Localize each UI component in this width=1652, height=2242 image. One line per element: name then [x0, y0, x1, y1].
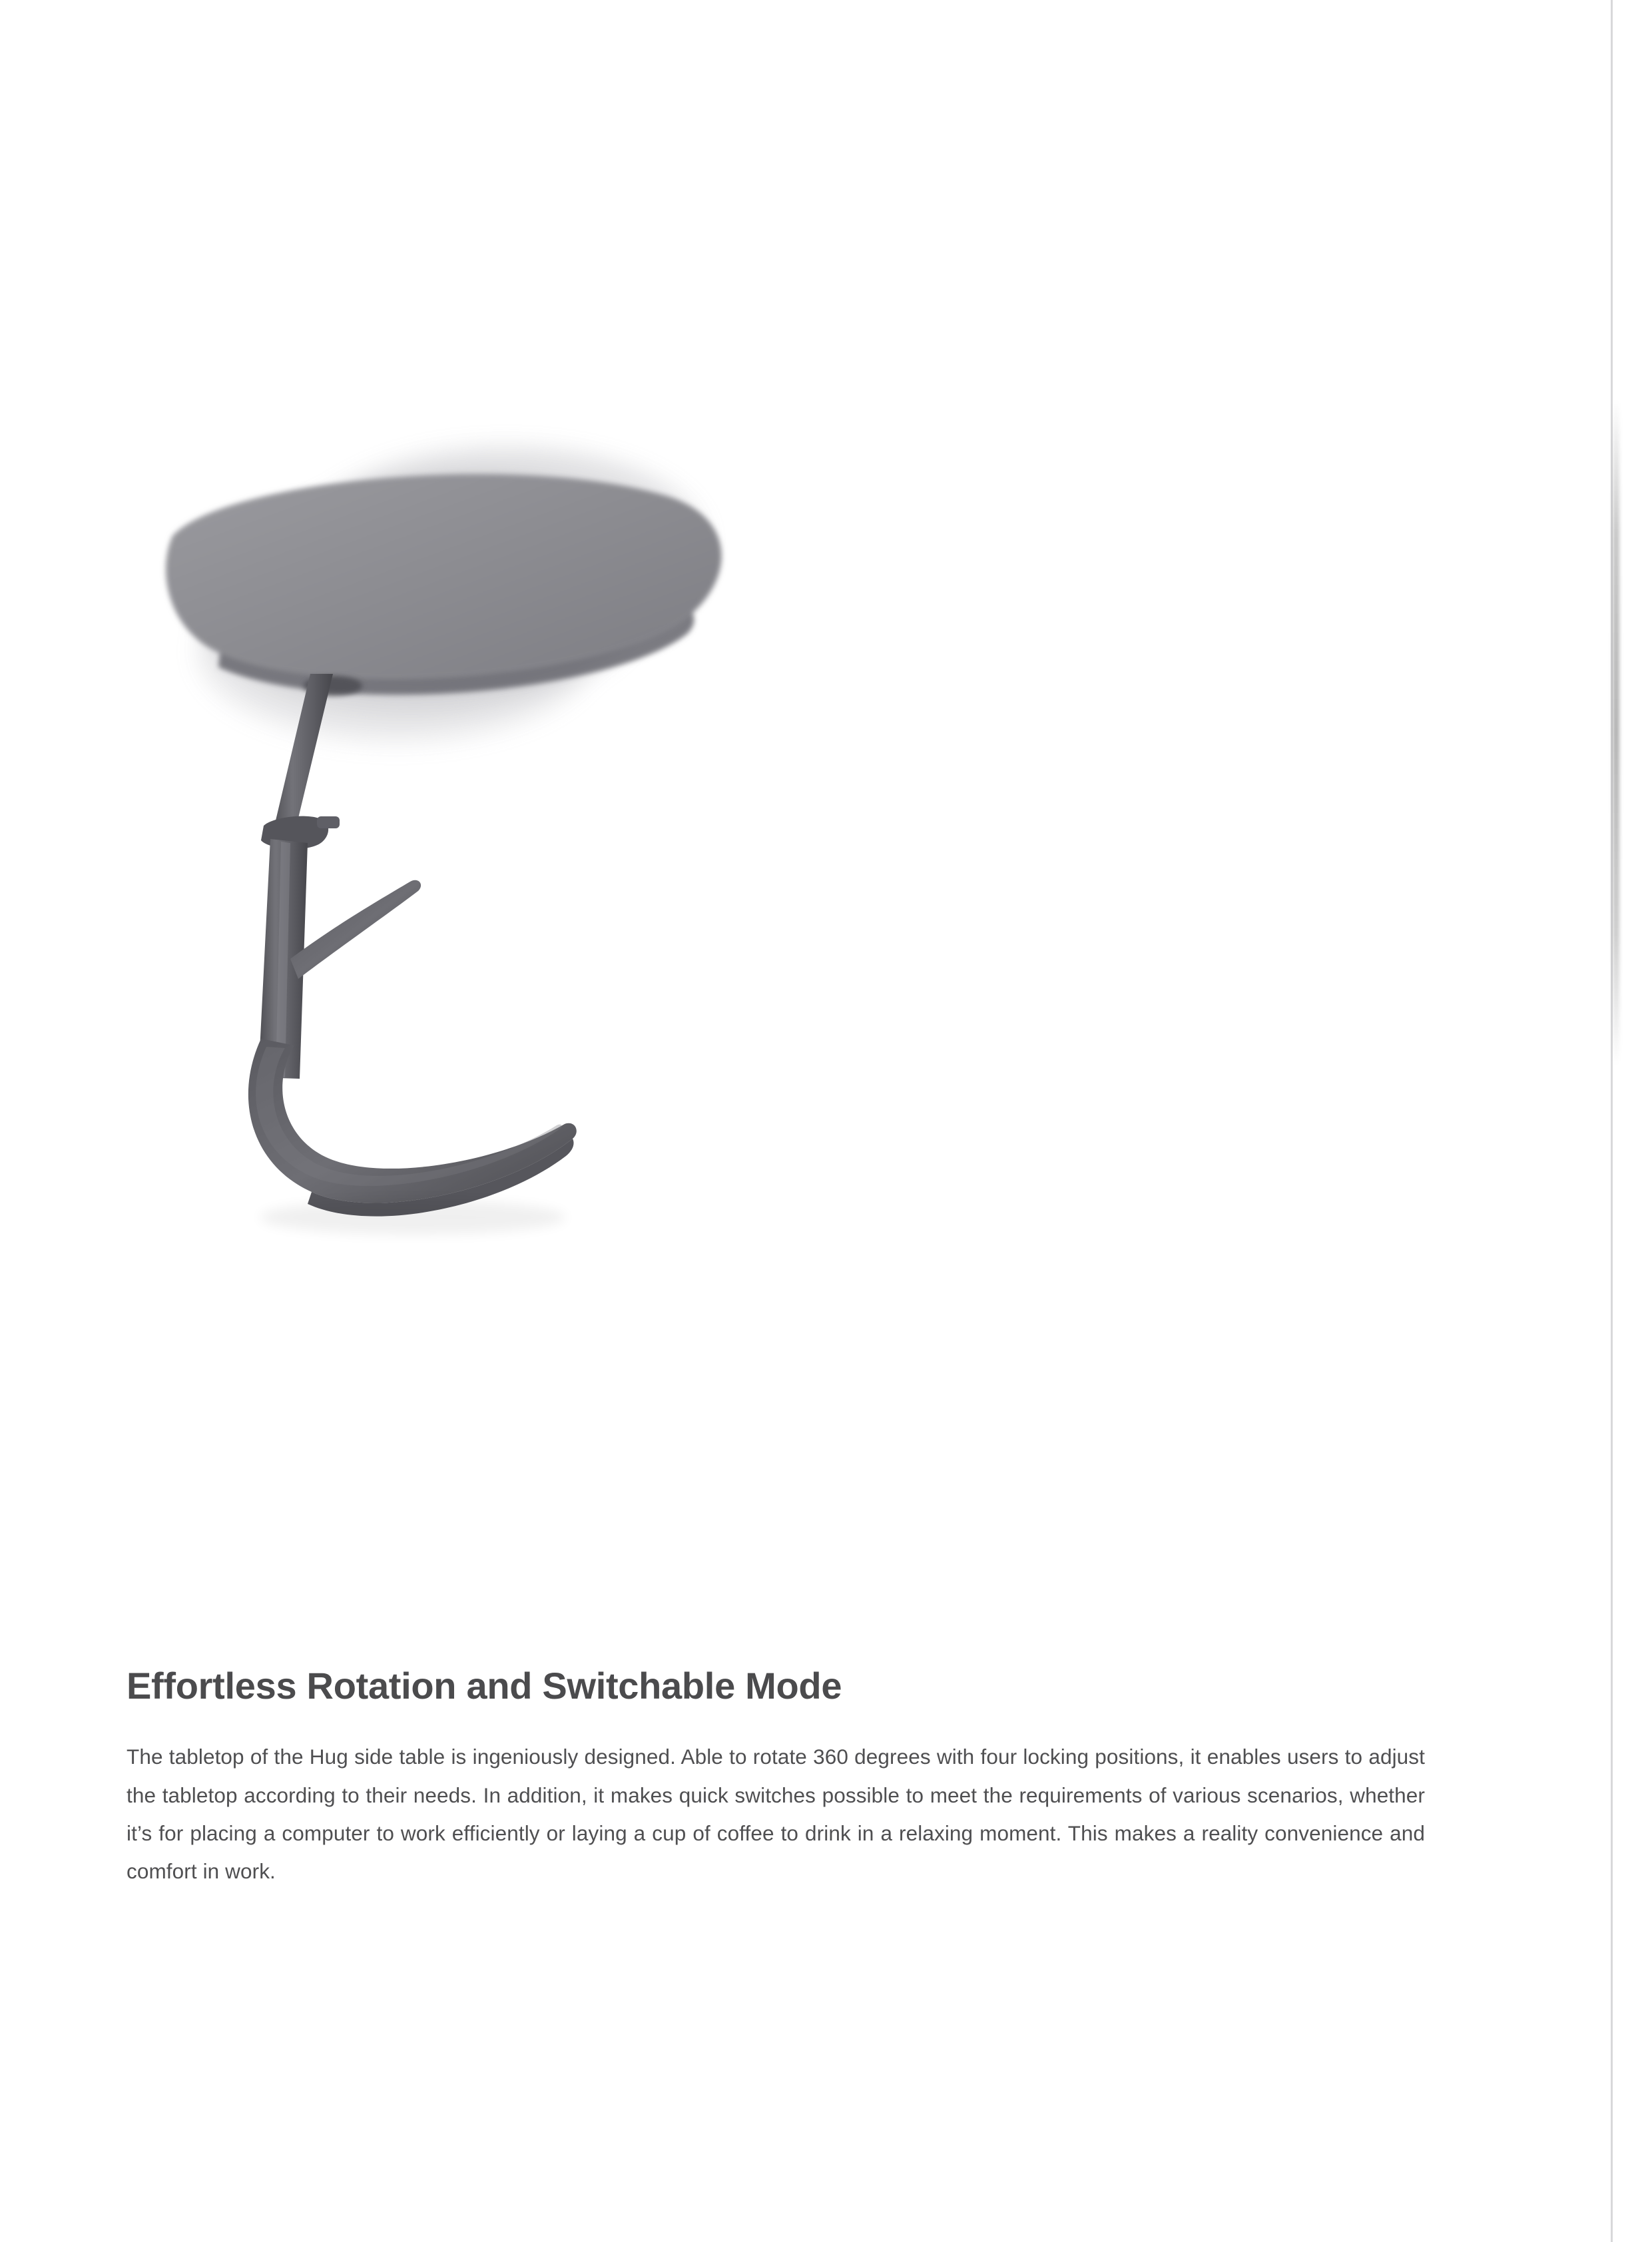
page-edge-strip: [1611, 0, 1652, 2242]
page-title: Effortless Rotation and Switchable Mode: [127, 1665, 842, 1707]
body-paragraph: The tabletop of the Hug side table is ingeniously designed. Able to rotate 360 degrees with four locking positions, it enables users to adjust the tabletop according to their needs. In addition, it makes quick switches possible to meet the requirements of various scenarios, whether it’s for placing a computer to work efficiently or laying a cup of coffee to drink in a relaxing moment. This makes a reality convenience and comfort in work.: [127, 1745, 1425, 1884]
page-edge-shadow: [1613, 400, 1619, 1065]
text-block: [127, 1665, 1425, 1891]
page-edge-line: [1611, 0, 1613, 2242]
product-figure: [133, 373, 919, 1438]
